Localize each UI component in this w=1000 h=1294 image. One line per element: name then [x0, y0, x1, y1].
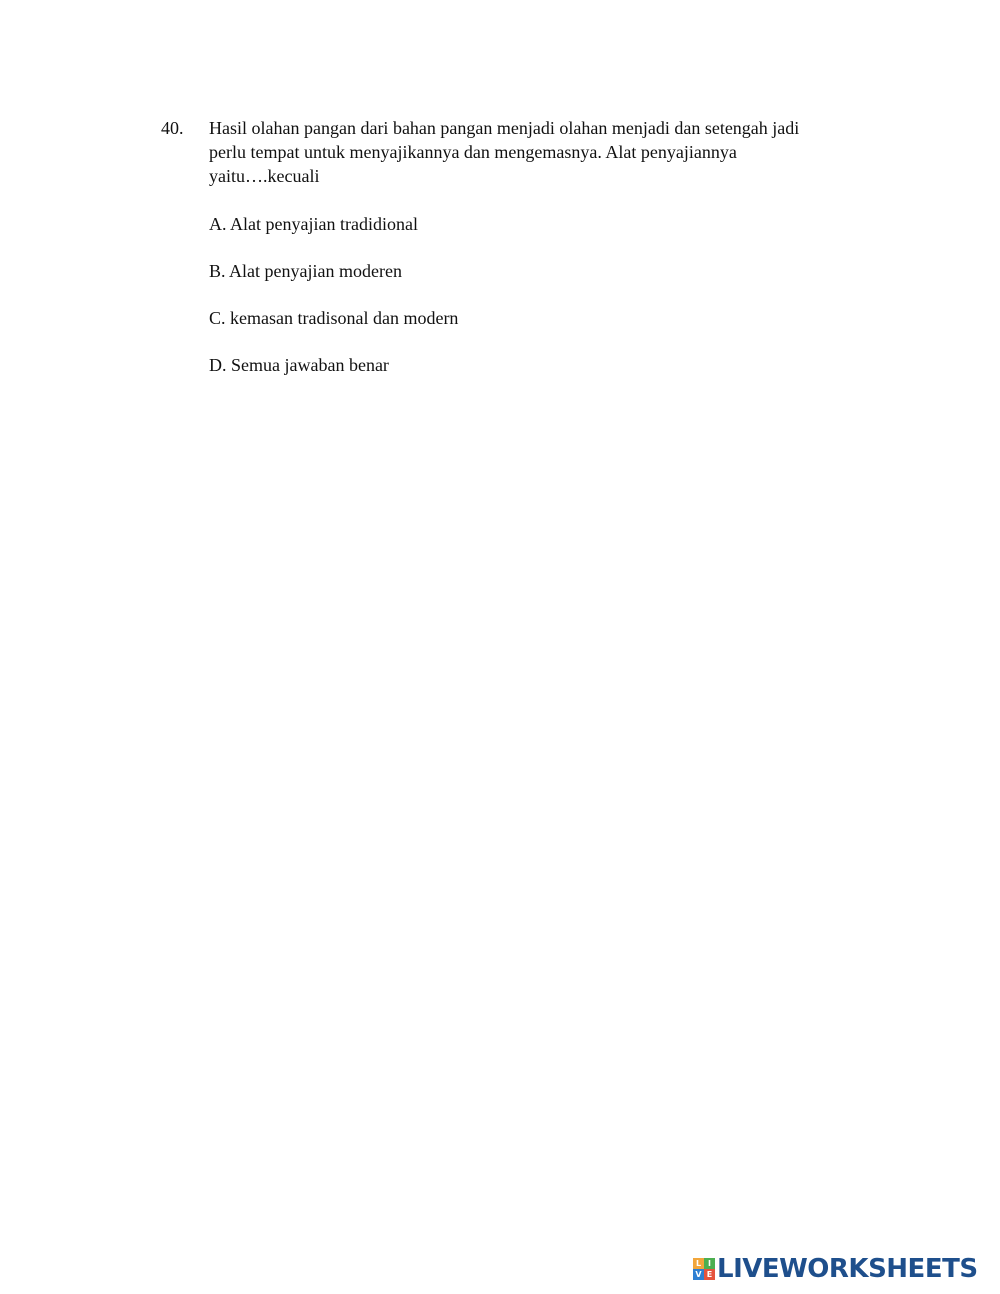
option-c: C. kemasan tradisonal dan modern	[209, 308, 459, 328]
badge-letter-i: I	[704, 1258, 715, 1269]
question-number: 40.	[161, 118, 184, 138]
liveworksheets-logo	[693, 1256, 978, 1282]
badge-letter-l: L	[693, 1258, 704, 1269]
badge-letter-e: E	[704, 1269, 715, 1280]
badge-letter-v: V	[693, 1269, 704, 1280]
question-line: Hasil olahan pangan dari bahan pangan menjadi olahan menjadi dan setengah jadi	[209, 118, 800, 138]
option-d: D. Semua jawaban benar	[209, 355, 389, 375]
question-line: perlu tempat untuk menyajikannya dan mengemasnya. Alat penyajiannya	[209, 142, 737, 162]
logo-wordmark: LIVEWORKSHEETS	[717, 1254, 978, 1284]
live-badge-icon	[693, 1258, 715, 1280]
option-b: B. Alat penyajian moderen	[209, 261, 402, 281]
option-a: A. Alat penyajian tradidional	[209, 214, 418, 234]
question-text	[209, 116, 859, 188]
answer-options	[209, 212, 458, 400]
question-line: yaitu….kecuali	[209, 166, 320, 186]
